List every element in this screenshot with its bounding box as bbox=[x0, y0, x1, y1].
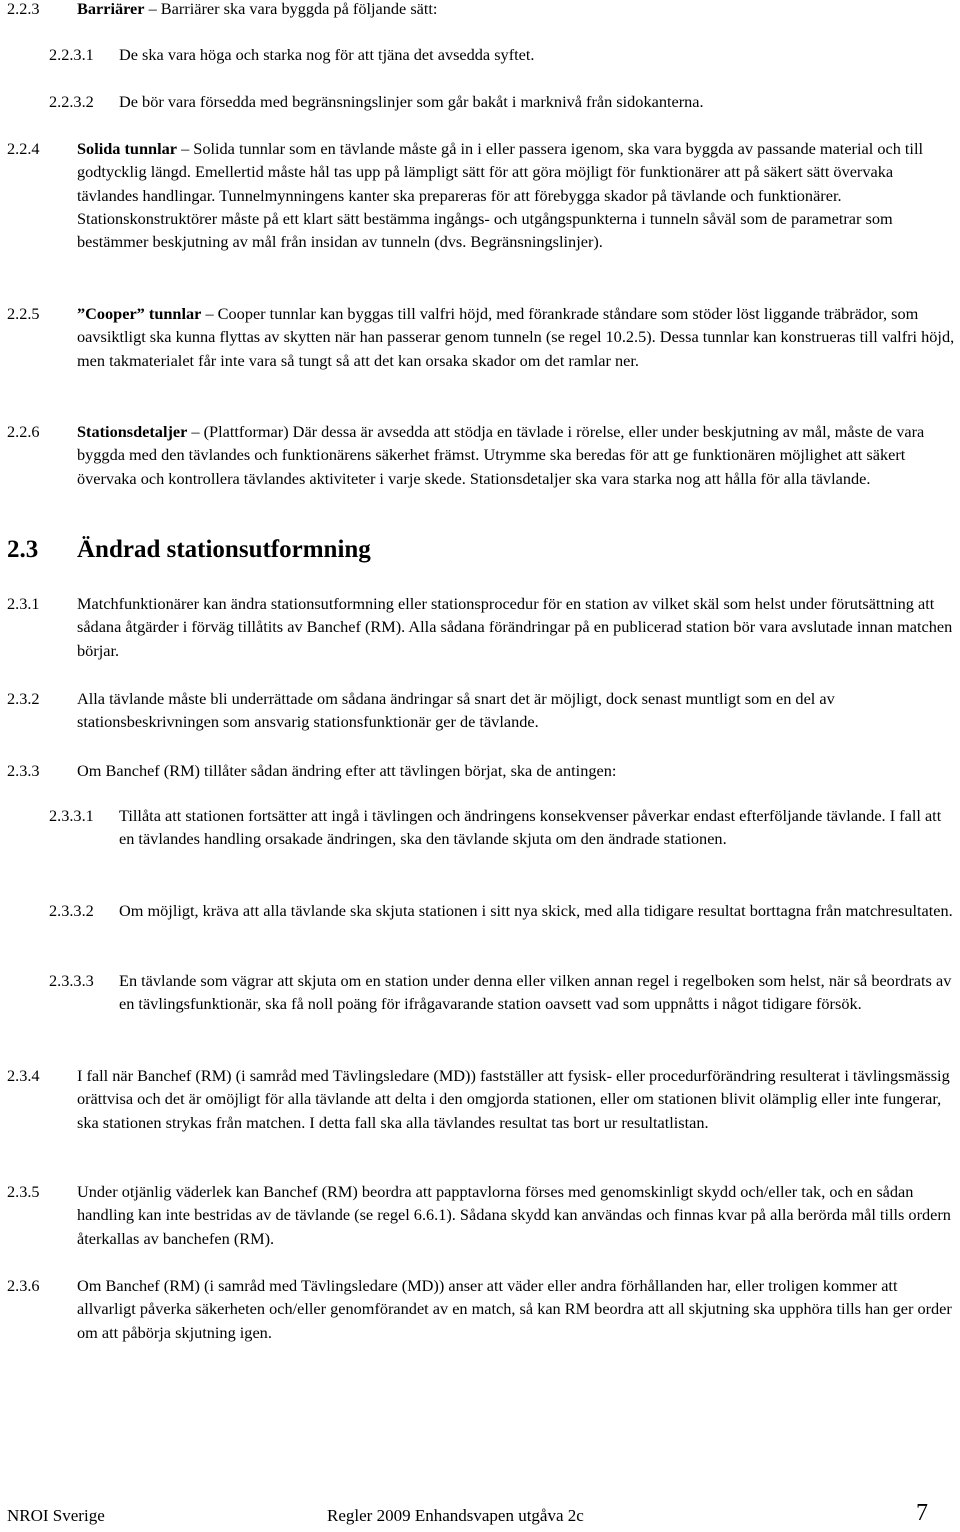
section-text: – Cooper tunnlar kan byggas till valfri höjd, med förankrade ståndare som stöder löst liggande träbrädor, som oavsiktligt ska kunna flyttas av skytten när han passerar genom tunneln (se regel 10.2.5). Dessa tunnlar kan konstrueras till valfri höjd, men takmaterialet får inte vara så tungt så att det kan orsaka skador om det ramlar ner. bbox=[77, 304, 955, 370]
section-text: – Solida tunnlar som en tävlande måste gå in i eller passera igenom, ska vara byggda av passande material och till godtycklig längd. Emellertid måste hål tas upp på lämpligt sätt för att göra möjligt för funktionärer att på säkert sätt övervaka tävlandes handlingar. Tunnelmynningens kanter ska prepareras för att förebygga skador på tävlande och funktionärer. Stationskonstruktörer måste på ett klart sätt bestämma ingångs- och utgångspunkterna i tunneln såväl som de parametrar som bestämmer beskjutning av mål från insidan av tunneln (dvs. Begränsningslinjer). bbox=[77, 139, 923, 252]
section-text: De ska vara höga och starka nog för att tjäna det avsedda syftet. bbox=[119, 45, 535, 64]
section-title: Barriärer bbox=[77, 0, 145, 18]
section-text: Om Banchef (RM) (i samråd med Tävlingsledare (MD)) anser att väder eller andra förhållanden har, eller troligen kommer att allvarligt påverka säkerheten och/eller genomförandet av en match, så kan RM beordra att all skjutning ska upphöra tills han ger order om att påbörja skjutning igen. bbox=[77, 1276, 952, 1342]
section-number: 2.2.6 bbox=[7, 422, 40, 441]
section-number: 2.3.6 bbox=[7, 1276, 40, 1295]
section-number: 2.3.2 bbox=[7, 689, 40, 708]
section-2-3-4 bbox=[7, 1064, 957, 1159]
section-number: 2.3.3.1 bbox=[49, 806, 94, 825]
footer-document-title: Regler 2009 Enhandsvapen utgåva 2c bbox=[327, 1506, 584, 1525]
heading-title: Ändrad stationsutformning bbox=[77, 536, 371, 563]
section-number: 2.2.5 bbox=[7, 304, 40, 323]
section-number: 2.2.4 bbox=[7, 139, 40, 158]
section-2-3-1 bbox=[7, 592, 957, 664]
section-number: 2.3.3.2 bbox=[49, 901, 94, 920]
section-title: Stationsdetaljer bbox=[77, 422, 188, 441]
section-text: Alla tävlande måste bli underrättade om sådana ändringar så snart det är möjligt, dock senast muntligt som en del av stationsbeskrivningen som ansvarig stationsfunktionär ger de tävlande. bbox=[77, 689, 835, 732]
section-title: ”Cooper” tunnlar bbox=[77, 304, 202, 323]
section-2-3-3-1 bbox=[49, 804, 959, 876]
section-text: Under otjänlig väderlek kan Banchef (RM) beordra att papptavlorna förses med genomskinligt skydd och/eller tak, och en sådan handling kan inte bestridas av de tävlande (se regel 6.6.1). Sådana skydd kan användas och finnas kvar på alla berörda mål tills ordern återkallas av banchefen (RM). bbox=[77, 1182, 951, 1248]
section-text: Matchfunktionärer kan ändra stationsutformning eller stationsprocedur för en station av vilket skäl som helst under förutsättning att sådana åtgärder i förväg tillåtits av Banchef (RM). Alla sådana förändringar på en publicerad station bör vara avslutade innan matchen börjar. bbox=[77, 594, 953, 660]
section-body bbox=[77, 0, 947, 20]
section-number: 2.2.3 bbox=[7, 0, 40, 18]
section-number: 2.3.3.3 bbox=[49, 971, 94, 990]
section-2-2-3-1 bbox=[49, 43, 949, 67]
section-2-3-5 bbox=[7, 1180, 957, 1252]
section-2-3-3-2 bbox=[49, 899, 959, 947]
section-text: I fall när Banchef (RM) (i samråd med Tävlingsledare (MD)) fastställer att fysisk- eller procedurförändring resulterat i tävlingsmässig orättvisa och det är omöjligt för alla tävlande att delta i den omgjorda stationen, eller om stationen blivit olämplig eller inte fungerar, ska stationen strykas från matchen. I detta fall ska alla tävlandes resultat tas bort ur resultatlistan. bbox=[77, 1066, 950, 1132]
section-2-2-6 bbox=[7, 420, 957, 515]
section-2-2-3 bbox=[7, 0, 947, 21]
section-number: 2.3.3 bbox=[7, 761, 40, 780]
section-text: En tävlande som vägrar att skjuta om en station under denna eller vilken annan regel i regelboken som helst, när så beordrats av en tävlingsfunktionär, ska få noll poäng för ifrågavarande station oavsett vad som uppnåtts i något tidigare försök. bbox=[119, 971, 952, 1014]
section-2-3-3-3 bbox=[49, 969, 959, 1041]
page-number: 7 bbox=[916, 1500, 928, 1526]
section-2-2-5 bbox=[7, 302, 957, 397]
section-2-2-3-2 bbox=[49, 90, 949, 114]
section-text: – Barriärer ska vara byggda på följande sätt: bbox=[144, 0, 438, 18]
section-text: Tillåta att stationen fortsätter att ingå i tävlingen och ändringens konsekvenser påverkar endast efterföljande tävlande. I fall att en tävlandes handling orsakade ändringen, ska den tävlande skjuta om den ändrade stationen. bbox=[119, 806, 942, 849]
section-body bbox=[77, 420, 957, 490]
section-2-3-3 bbox=[7, 759, 957, 783]
heading-2-3 bbox=[7, 536, 947, 568]
section-title: Solida tunnlar bbox=[77, 139, 177, 158]
section-body bbox=[77, 302, 957, 372]
section-body bbox=[77, 137, 957, 253]
section-number: 2.2.3.2 bbox=[49, 92, 94, 111]
section-text: De bör vara försedda med begränsningslinjer som går bakåt i marknivå från sidokanterna. bbox=[119, 92, 704, 111]
section-number: 2.2.3.1 bbox=[49, 45, 94, 64]
section-number: 2.3.1 bbox=[7, 594, 40, 613]
heading-number: 2.3 bbox=[7, 536, 39, 563]
section-text: – (Plattformar) Där dessa är avsedda att stödja en tävlade i rörelse, eller under beskjutning av mål, måste de vara byggda med den tävlandes och funktionärens säkerhet främst. Utrymme ska beredas för att ge funktionären möjlighet att säkert övervaka och kontrollera tävlandes aktiviteter i varje skede. Stationsdetaljer ska vara starka nog att hålla för alla tävlande. bbox=[77, 422, 925, 488]
footer-org: NROI Sverige bbox=[7, 1506, 105, 1525]
section-2-3-2 bbox=[7, 687, 957, 735]
section-2-3-6 bbox=[7, 1274, 957, 1346]
section-number: 2.3.4 bbox=[7, 1066, 40, 1085]
section-text: Om möjligt, kräva att alla tävlande ska skjuta stationen i sitt nya skick, med alla tidigare resultat borttagna från matchresultaten. bbox=[119, 901, 953, 920]
section-2-2-4 bbox=[7, 137, 957, 277]
section-text: Om Banchef (RM) tillåter sådan ändring efter att tävlingen börjat, ska de antingen: bbox=[77, 761, 617, 780]
section-number: 2.3.5 bbox=[7, 1182, 40, 1201]
